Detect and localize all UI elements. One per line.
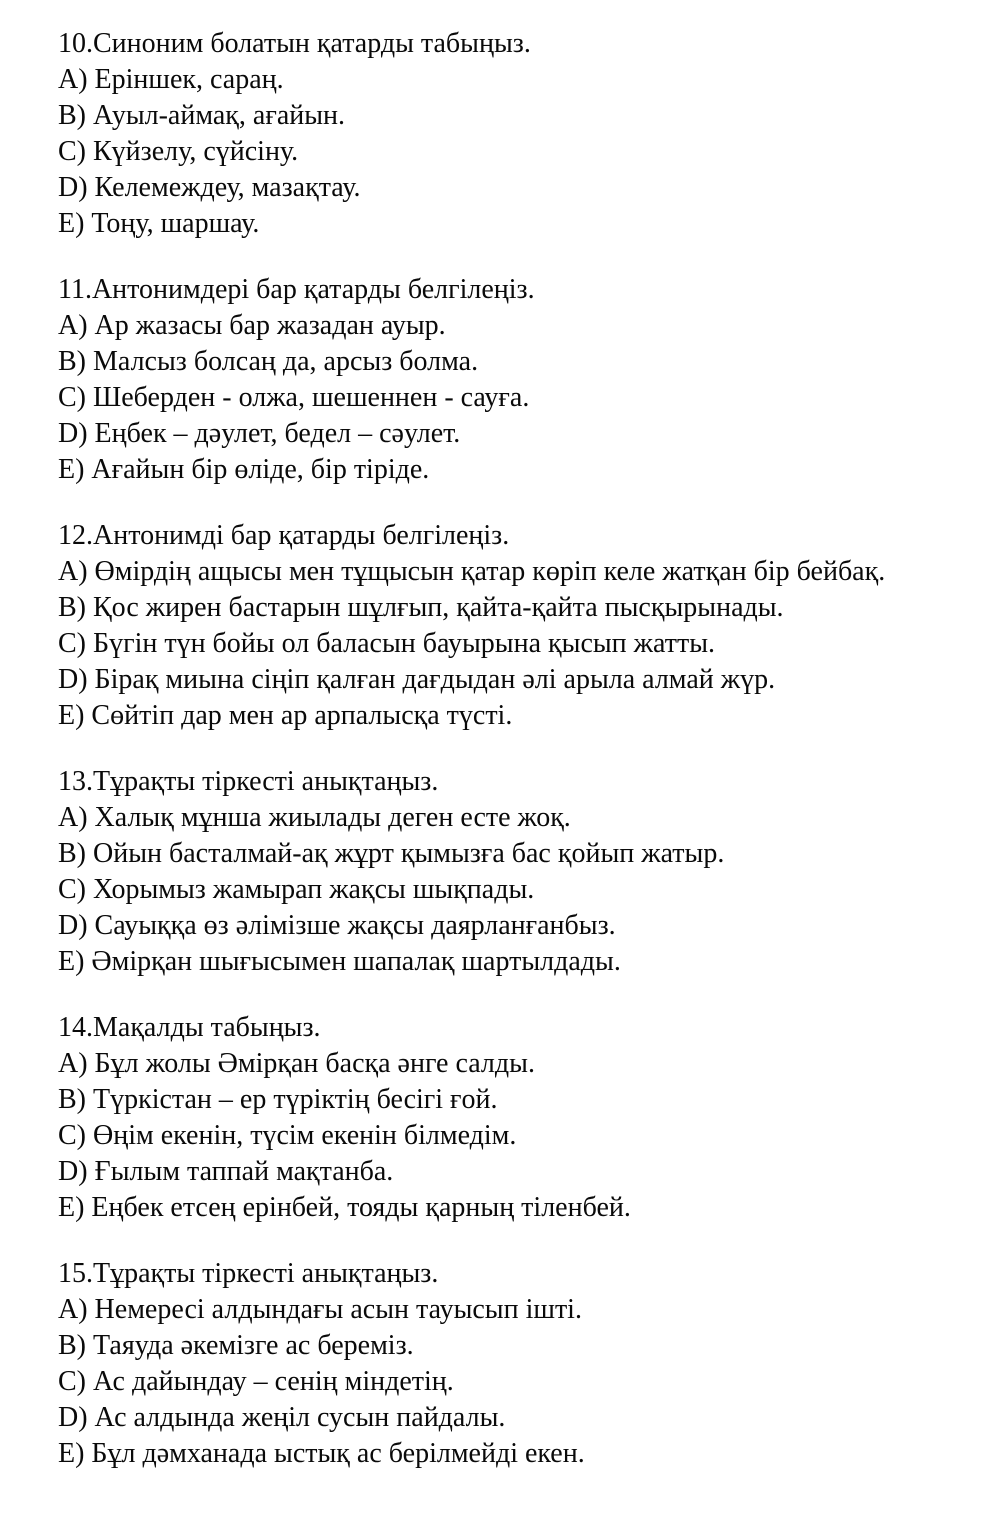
answer-option: B) Қос жирен бастарын шұлғып, қайта-қайта пысқырынады. [58, 592, 784, 623]
answer-option: C) Бүгін түн бойы ол баласын бауырына қысып жатты. [58, 628, 716, 659]
answer-option: E) Әмірқан шығысымен шапалақ шартылдады. [58, 946, 621, 977]
answer-option: D) Келемеждеу, мазақтау. [58, 172, 361, 203]
answer-option: A) Халық мұнша жиылады деген есте жоқ. [58, 802, 571, 833]
answer-option: B) Малсыз болсаң да, арсыз болма. [58, 346, 479, 377]
question-title: 15.Тұрақты тіркесті анықтаңыз. [58, 1258, 439, 1289]
question-title: 10.Синоним болатын қатарды табыңыз. [58, 28, 531, 59]
answer-option: A) Немересі алдындағы асын тауысып ішті. [58, 1294, 582, 1325]
question-title: 14.Мақалды табыңыз. [58, 1012, 321, 1043]
question-title: 12.Антонимді бар қатарды белгілеңіз. [58, 520, 510, 551]
answer-option: A) Ар жазасы бар жазадан ауыр. [58, 310, 446, 341]
answer-option: E) Ағайын бір өліде, бір тіріде. [58, 454, 430, 485]
answer-option: C) Күйзелу, сүйсіну. [58, 136, 299, 167]
answer-option: E) Еңбек етсең ерінбей, тояды қарның тіленбей. [58, 1192, 631, 1223]
answer-option: B) Ауыл-аймақ, ағайын. [58, 100, 346, 131]
answer-option: D) Ғылым таппай мақтанба. [58, 1156, 394, 1187]
answer-option: E) Бұл дәмханада ыстық ас берілмейді екен. [58, 1438, 585, 1469]
question-title: 13.Тұрақты тіркесті анықтаңыз. [58, 766, 439, 797]
answer-option: B) Таяуда әкемізге ас береміз. [58, 1330, 414, 1361]
question-block-12 [58, 518, 987, 734]
answer-option: B) Түркістан – ер түріктің бесігі ғой. [58, 1084, 498, 1115]
answer-option: C) Шеберден - олжа, шешеннен - сауға. [58, 382, 530, 413]
answer-option: E) Сөйтіп дар мен ар арпалысқа түсті. [58, 700, 513, 731]
answer-option: C) Ас дайындау – сенің міндетің. [58, 1366, 454, 1397]
question-title: 11.Антонимдері бар қатарды белгілеңіз. [58, 274, 535, 305]
question-block-13 [58, 764, 987, 980]
answer-option: D) Бірақ миына сіңіп қалған дағдыдан әлі арыла алмай жүр. [58, 664, 776, 695]
answer-option: E) Тоңу, шаршау. [58, 208, 260, 239]
answer-option: A) Өмірдің ащысы мен тұщысын қатар көріп келе жатқан бір бейбақ. [58, 556, 886, 587]
answer-option: C) Хорымыз жамырап жақсы шықпады. [58, 874, 535, 905]
answer-option: D) Ас алдында жеңіл сусын пайдалы. [58, 1402, 506, 1433]
question-block-14 [58, 1010, 987, 1226]
question-block-11 [58, 272, 987, 488]
answer-option: D) Сауыққа өз әлімізше жақсы даярланғанбыз. [58, 910, 616, 941]
answer-option: C) Өңім екенін, түсім екенін білмедім. [58, 1120, 517, 1151]
question-block-15 [58, 1256, 987, 1472]
answer-option: A) Еріншек, сараң. [58, 64, 284, 95]
answer-option: A) Бұл жолы Әмірқан басқа әнге салды. [58, 1048, 535, 1079]
answer-option: D) Еңбек – дәулет, бедел – сәулет. [58, 418, 461, 449]
question-block-10 [58, 26, 987, 242]
answer-option: B) Ойын басталмай-ақ жұрт қымызға бас қойып жатыр. [58, 838, 725, 869]
